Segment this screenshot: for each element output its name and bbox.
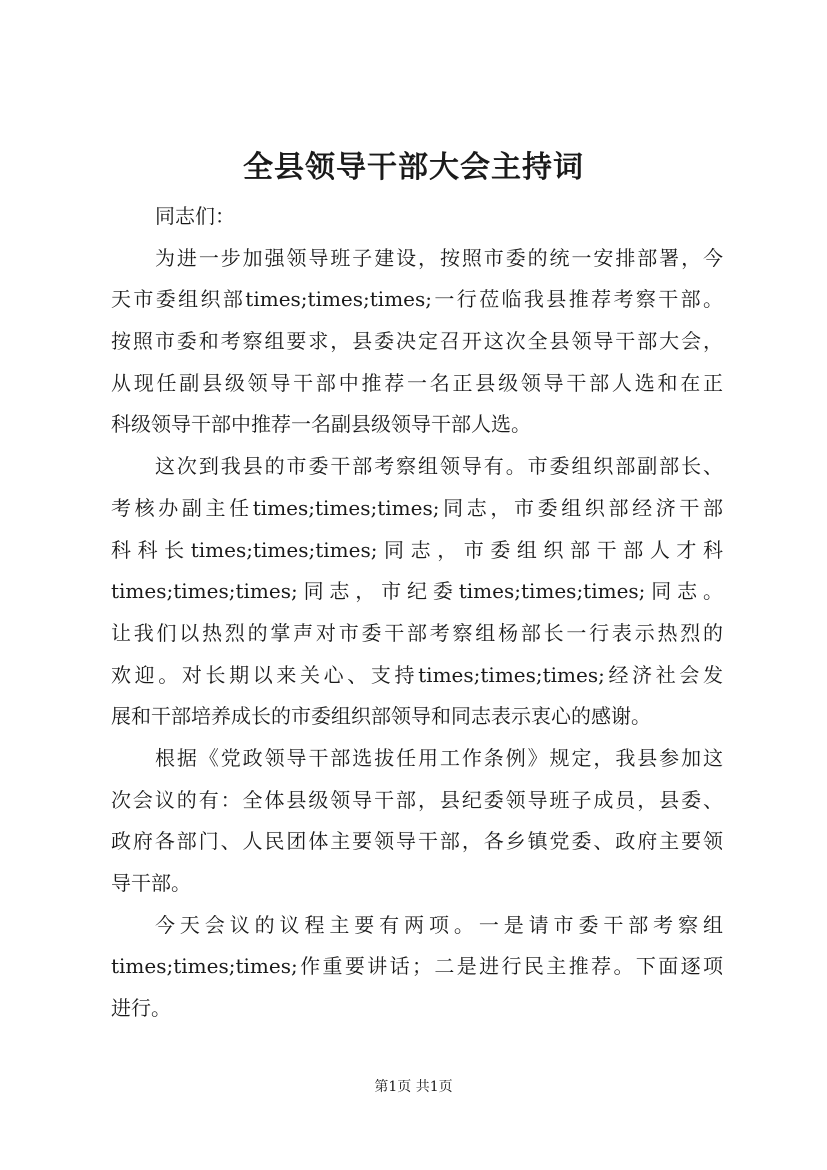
body-line: 根据《党政领导干部选拔任用工作条例》规定，我县参加这 xyxy=(155,745,723,770)
body-line: 按照市委和考察组要求，县委决定召开这次全县领导干部大会， xyxy=(111,329,723,354)
body-line: 天市委组织部times;times;times;一行莅临我县推荐考察干部。 xyxy=(111,287,723,312)
body-line: 导干部。 xyxy=(111,871,191,895)
body-line: 让我们以热烈的掌声对市委干部考察组杨部长一行表示热烈的 xyxy=(111,620,723,645)
body-line: 这次到我县的市委干部考察组领导有。市委组织部副部长、 xyxy=(155,454,723,479)
page-footer: 第1页 共1页 xyxy=(374,1079,453,1095)
body-line: 政府各部门、人民团体主要领导干部，各乡镇党委、政府主要领 xyxy=(111,829,723,854)
body-line: 展和干部培养成长的市委组织部领导和同志表示衷心的感谢。 xyxy=(111,704,651,729)
document-body xyxy=(111,196,723,1030)
body-line: 进行。 xyxy=(111,996,171,1021)
body-line: times;times;times;同志，市纪委times;times;times;同志。 xyxy=(111,579,723,604)
body-line: times;times;times;作重要讲话；二是进行民主推荐。下面逐项 xyxy=(111,954,723,979)
body-line: 同志们： xyxy=(155,204,235,228)
body-line: 从现任副县级领导干部中推荐一名正县级领导干部人选和在正 xyxy=(111,370,723,395)
body-line: 次会议的有：全体县级领导干部，县纪委领导班子成员，县委、 xyxy=(111,787,723,812)
body-line: 科科长times;times;times;同志，市委组织部干部人才科 xyxy=(111,537,723,562)
document-title: 全县领导干部大会主持词 xyxy=(243,150,584,185)
body-line: 为进一步加强领导班子建设，按照市委的统一安排部署，今 xyxy=(155,245,723,270)
body-line: 今天会议的议程主要有两项。一是请市委干部考察组 xyxy=(155,912,723,937)
body-line: 考核办副主任times;times;times;同志，市委组织部经济干部 xyxy=(111,495,723,520)
body-line: 欢迎。对长期以来关心、支持times;times;times;经济社会发 xyxy=(111,662,723,687)
body-line: 科级领导干部中推荐一名副县级领导干部人选。 xyxy=(111,412,531,437)
